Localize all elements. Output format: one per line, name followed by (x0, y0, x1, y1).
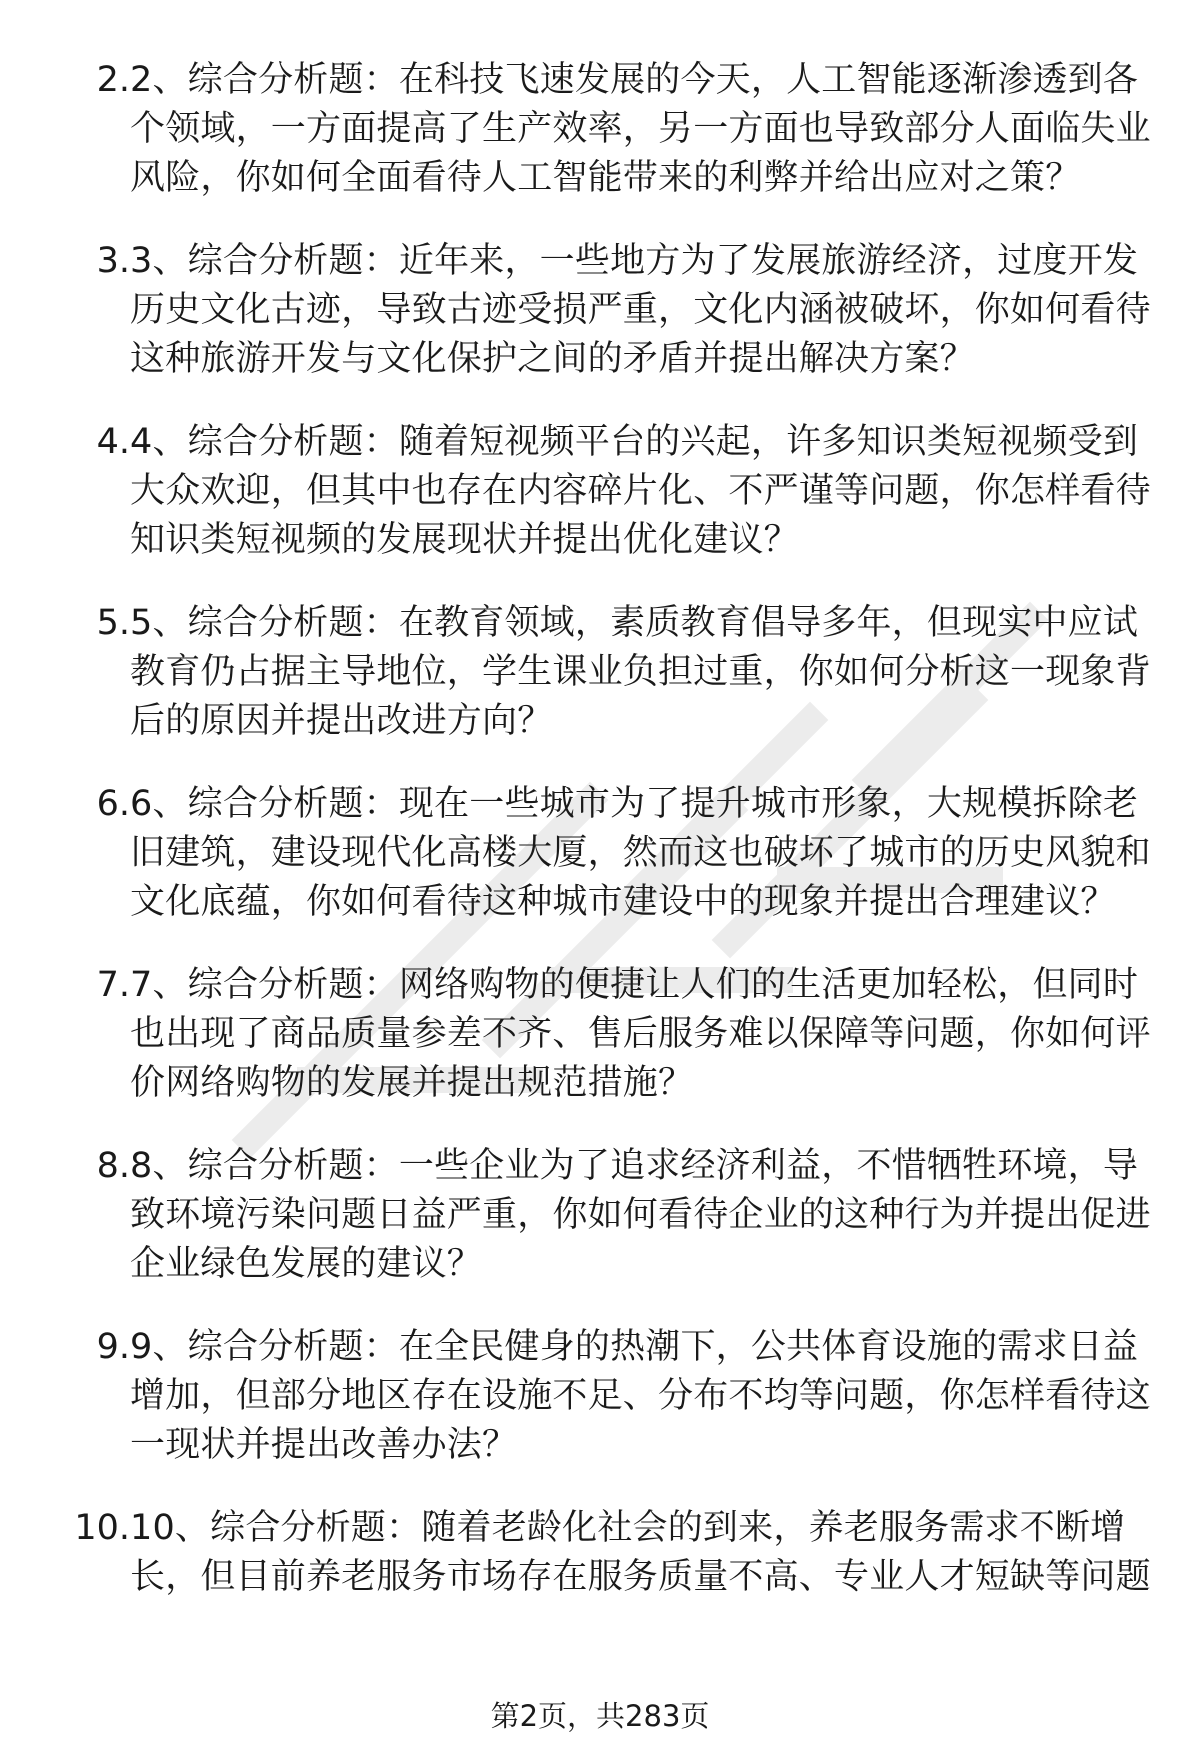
item-number: 5. (96, 603, 130, 643)
question-text: 10、综合分析题：随着老龄化社会的到来，养老服务需求不断增长，但目前养老服务市场存在服务质量不高、专业人才短缺等问题 (130, 1508, 1151, 1597)
question-text: 6、综合分析题：现在一些城市为了提升城市形象，大规模拆除老旧建筑，建设现代化高楼大厦，然而这也破坏了城市的历史风貌和文化底蕴，你如何看待这种城市建设中的现象并提出合理建议？ (130, 784, 1151, 922)
list-item (0, 599, 1200, 746)
question-text: 5、综合分析题：在教育领域，素质教育倡导多年，但现实中应试教育仍占据主导地位，学生课业负担过重，你如何分析这一现象背后的原因并提出改进方向？ (130, 603, 1151, 741)
question-text: 4、综合分析题：随着短视频平台的兴起，许多知识类短视频受到大众欢迎，但其中也存在内容碎片化、不严谨等问题，你怎样看待知识类短视频的发展现状并提出优化建议？ (130, 422, 1151, 560)
question-text: 9、综合分析题：在全民健身的热潮下，公共体育设施的需求日益增加，但部分地区存在设施不足、分布不均等问题，你怎样看待这一现状并提出改善办法？ (130, 1327, 1151, 1465)
item-number: 6. (96, 784, 130, 824)
item-number: 7. (96, 965, 130, 1005)
item-number: 8. (96, 1146, 130, 1186)
question-text: 7、综合分析题：网络购物的便捷让人们的生活更加轻松，但同时也出现了商品质量参差不齐、售后服务难以保障等问题，你如何评价网络购物的发展并提出规范措施？ (130, 965, 1151, 1103)
list-item (0, 56, 1200, 203)
item-number: 3. (96, 241, 130, 281)
question-text: 2、综合分析题：在科技飞速发展的今天，人工智能逐渐渗透到各个领域，一方面提高了生产效率，另一方面也导致部分人面临失业风险，你如何全面看待人工智能带来的利弊并给出应对之策？ (130, 60, 1151, 198)
question-text: 8、综合分析题：一些企业为了追求经济利益，不惜牺牲环境，导致环境污染问题日益严重，你如何看待企业的这种行为并提出促进企业绿色发展的建议？ (130, 1146, 1151, 1284)
list-item (0, 237, 1200, 384)
list-item (0, 780, 1200, 927)
list-item (0, 1504, 1200, 1602)
page-footer: 第2页，共283页 (490, 1699, 710, 1733)
item-number: 2. (96, 60, 130, 100)
list-item (0, 418, 1200, 565)
item-number: 9. (96, 1327, 130, 1367)
question-text: 3、综合分析题：近年来，一些地方为了发展旅游经济，过度开发历史文化古迹，导致古迹受损严重，文化内涵被破坏，你如何看待这种旅游开发与文化保护之间的矛盾并提出解决方案？ (130, 241, 1151, 379)
list-item (0, 961, 1200, 1108)
question-list (0, 56, 1200, 1602)
item-number: 10. (74, 1508, 130, 1548)
list-item (0, 1323, 1200, 1470)
list-item (0, 1142, 1200, 1289)
item-number: 4. (96, 422, 130, 462)
